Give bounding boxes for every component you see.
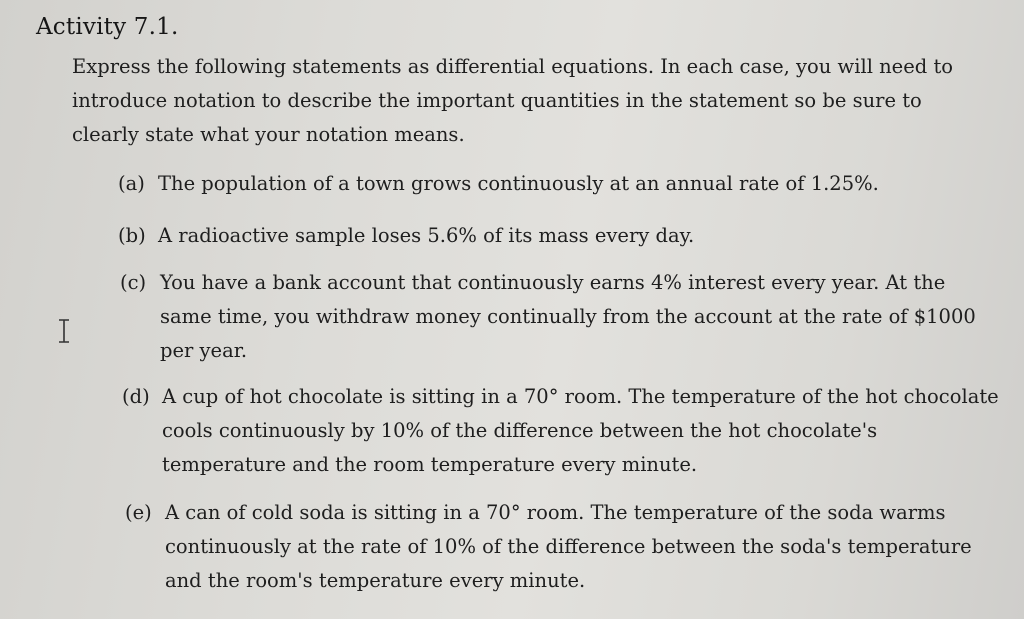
item-marker: (b) <box>118 224 146 247</box>
list-item <box>120 266 1000 368</box>
list-item <box>122 380 1004 482</box>
item-text: You have a bank account that continuously earns 4% interest every year. At the same time, you withdraw money continually from the account at the rate of $1000 per year. <box>160 271 976 362</box>
item-marker: (e) <box>125 501 152 524</box>
activity-instructions: Express the following statements as differential equations. In each case, you will need to introduce notation to describe the important quantities in the statement so be sure to clearly state what your notation means. <box>72 55 954 146</box>
item-text: A can of cold soda is sitting in a 70° room. The temperature of the soda warms continuously at the rate of 10% of the difference between the soda's temperature and the room's temperature every minute. <box>165 501 972 592</box>
item-marker: (a) <box>118 172 145 195</box>
item-text: The population of a town grows continuously at an annual rate of 1.25%. <box>158 172 879 195</box>
item-text: A cup of hot chocolate is sitting in a 70° room. The temperature of the hot chocolate cools continuously by 10% of the difference between the hot chocolate's temperature and the room temperature every minute. <box>162 385 999 476</box>
activity-heading: Activity 7.1. <box>36 14 179 40</box>
text-cursor-icon <box>56 318 72 350</box>
list-item <box>118 167 998 201</box>
list-item <box>125 496 1007 598</box>
item-marker: (d) <box>122 385 150 408</box>
list-item <box>118 219 998 253</box>
item-marker: (c) <box>120 271 147 294</box>
item-text: A radioactive sample loses 5.6% of its mass every day. <box>158 224 695 247</box>
